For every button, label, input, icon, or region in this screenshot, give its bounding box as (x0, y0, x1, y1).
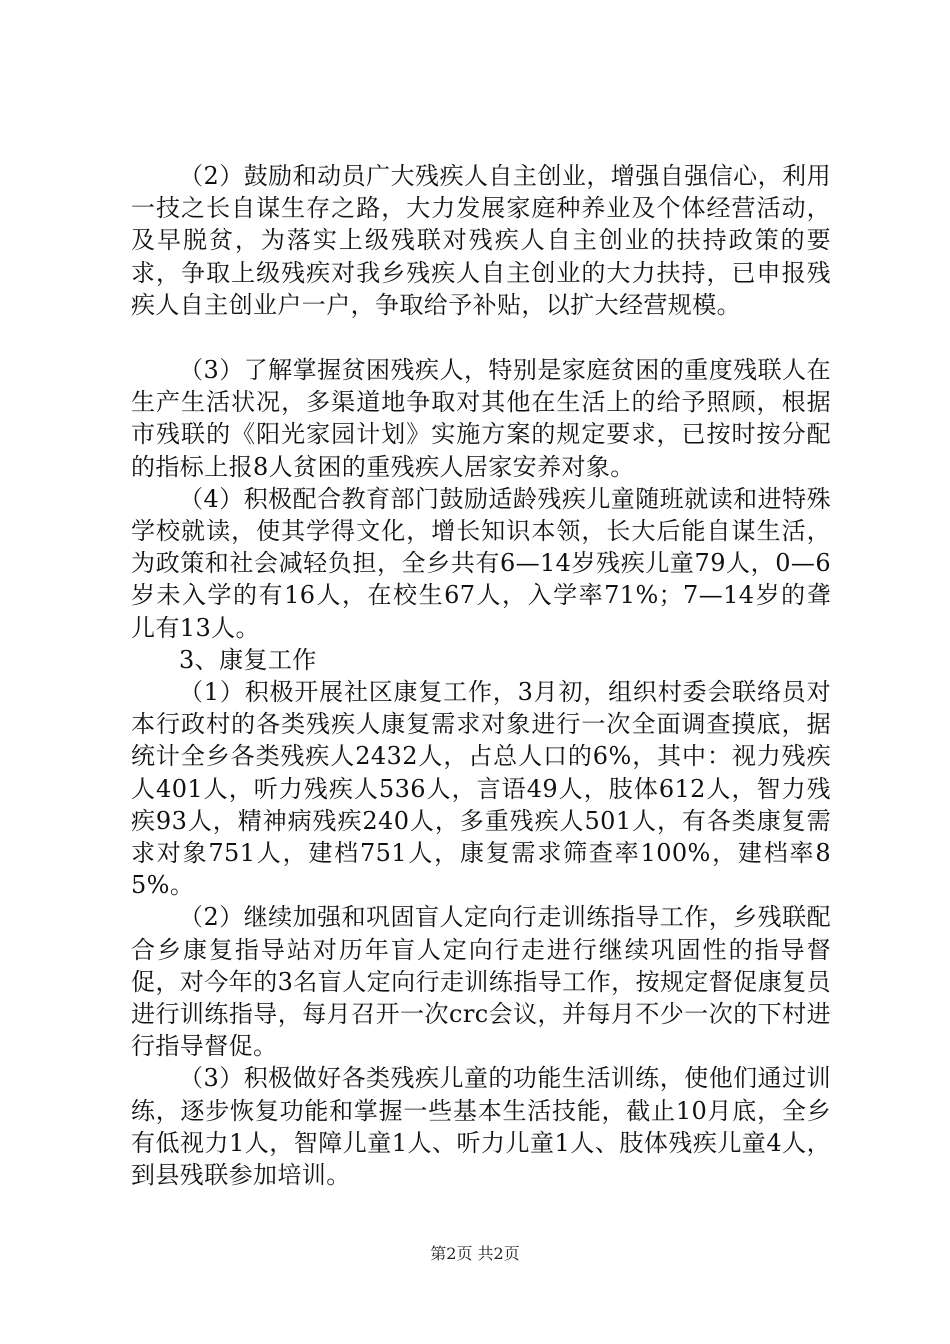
paragraph-education: （4）积极配合教育部门鼓励适龄残疾儿童随班就读和进特殊学校就读，使其学得文化，增长知识本领，长大后能自谋生活，为政策和社会减轻负担，全乡共有6—14岁残疾儿童79人，0—6岁未入学的有16人，在校生67人，入学率71%；7—14岁的聋儿有13人。 (131, 484, 831, 642)
body-text (131, 160, 831, 1191)
paragraph-poverty-care: （3）了解掌握贫困残疾人，特别是家庭贫困的重度残联人在生产生活状况，多渠道地争取对其他在生活上的给予照顾，根据市残联的《阳光家园计划》实施方案的规定要求，已按时按分配的指标上报8人贫困的重残疾人居家安养对象。 (131, 356, 831, 481)
paragraph-children-training: （3）积极做好各类残疾儿童的功能生活训练，使他们通过训练，逐步恢复功能和掌握一些基本生活技能，截止10月底，全乡有低视力1人，智障儿童1人、听力儿童1人、肢体残疾儿童4人，到县残联参加培训。 (131, 1064, 831, 1190)
paragraph-community-rehab: （1）积极开展社区康复工作，3月初，组织村委会联络员对本行政村的各类残疾人康复需求对象进行一次全面调查摸底，据统计全乡各类残疾人2432人，占总人口的6%，其中：视力残疾人401人，听力残疾人536人，言语49人，肢体612人，智力残疾93人，精神病残疾240人，多重残疾人501人，有各类康复需求对象751人，建档751人，康复需求筛查率100%，建档率85%。 (131, 678, 831, 900)
paragraph-blind-training: （2）继续加强和巩固盲人定向行走训练指导工作，乡残联配合乡康复指导站对历年盲人定向行走进行继续巩固性的指导督促，对今年的3名盲人定向行走训练指导工作，按规定督促康复员进行训练指导，每月召开一次crc会议，并每月不少一次的下村进行指导督促。 (131, 903, 831, 1061)
section-heading-rehabilitation: 3、康复工作 (179, 645, 317, 674)
page-footer: 第2页 共2页 (430, 1244, 520, 1263)
paragraph-self-employment: （2）鼓励和动员广大残疾人自主创业，增强自强信心，利用一技之长自谋生存之路，大力发展家庭种养业及个体经营活动，及早脱贫，为落实上级残联对残疾人自主创业的扶持政策的要求，争取上级残疾对我乡残疾人自主创业的大力扶持，已申报残疾人自主创业户一户，争取给予补贴，以扩大经营规模。 (131, 162, 831, 319)
